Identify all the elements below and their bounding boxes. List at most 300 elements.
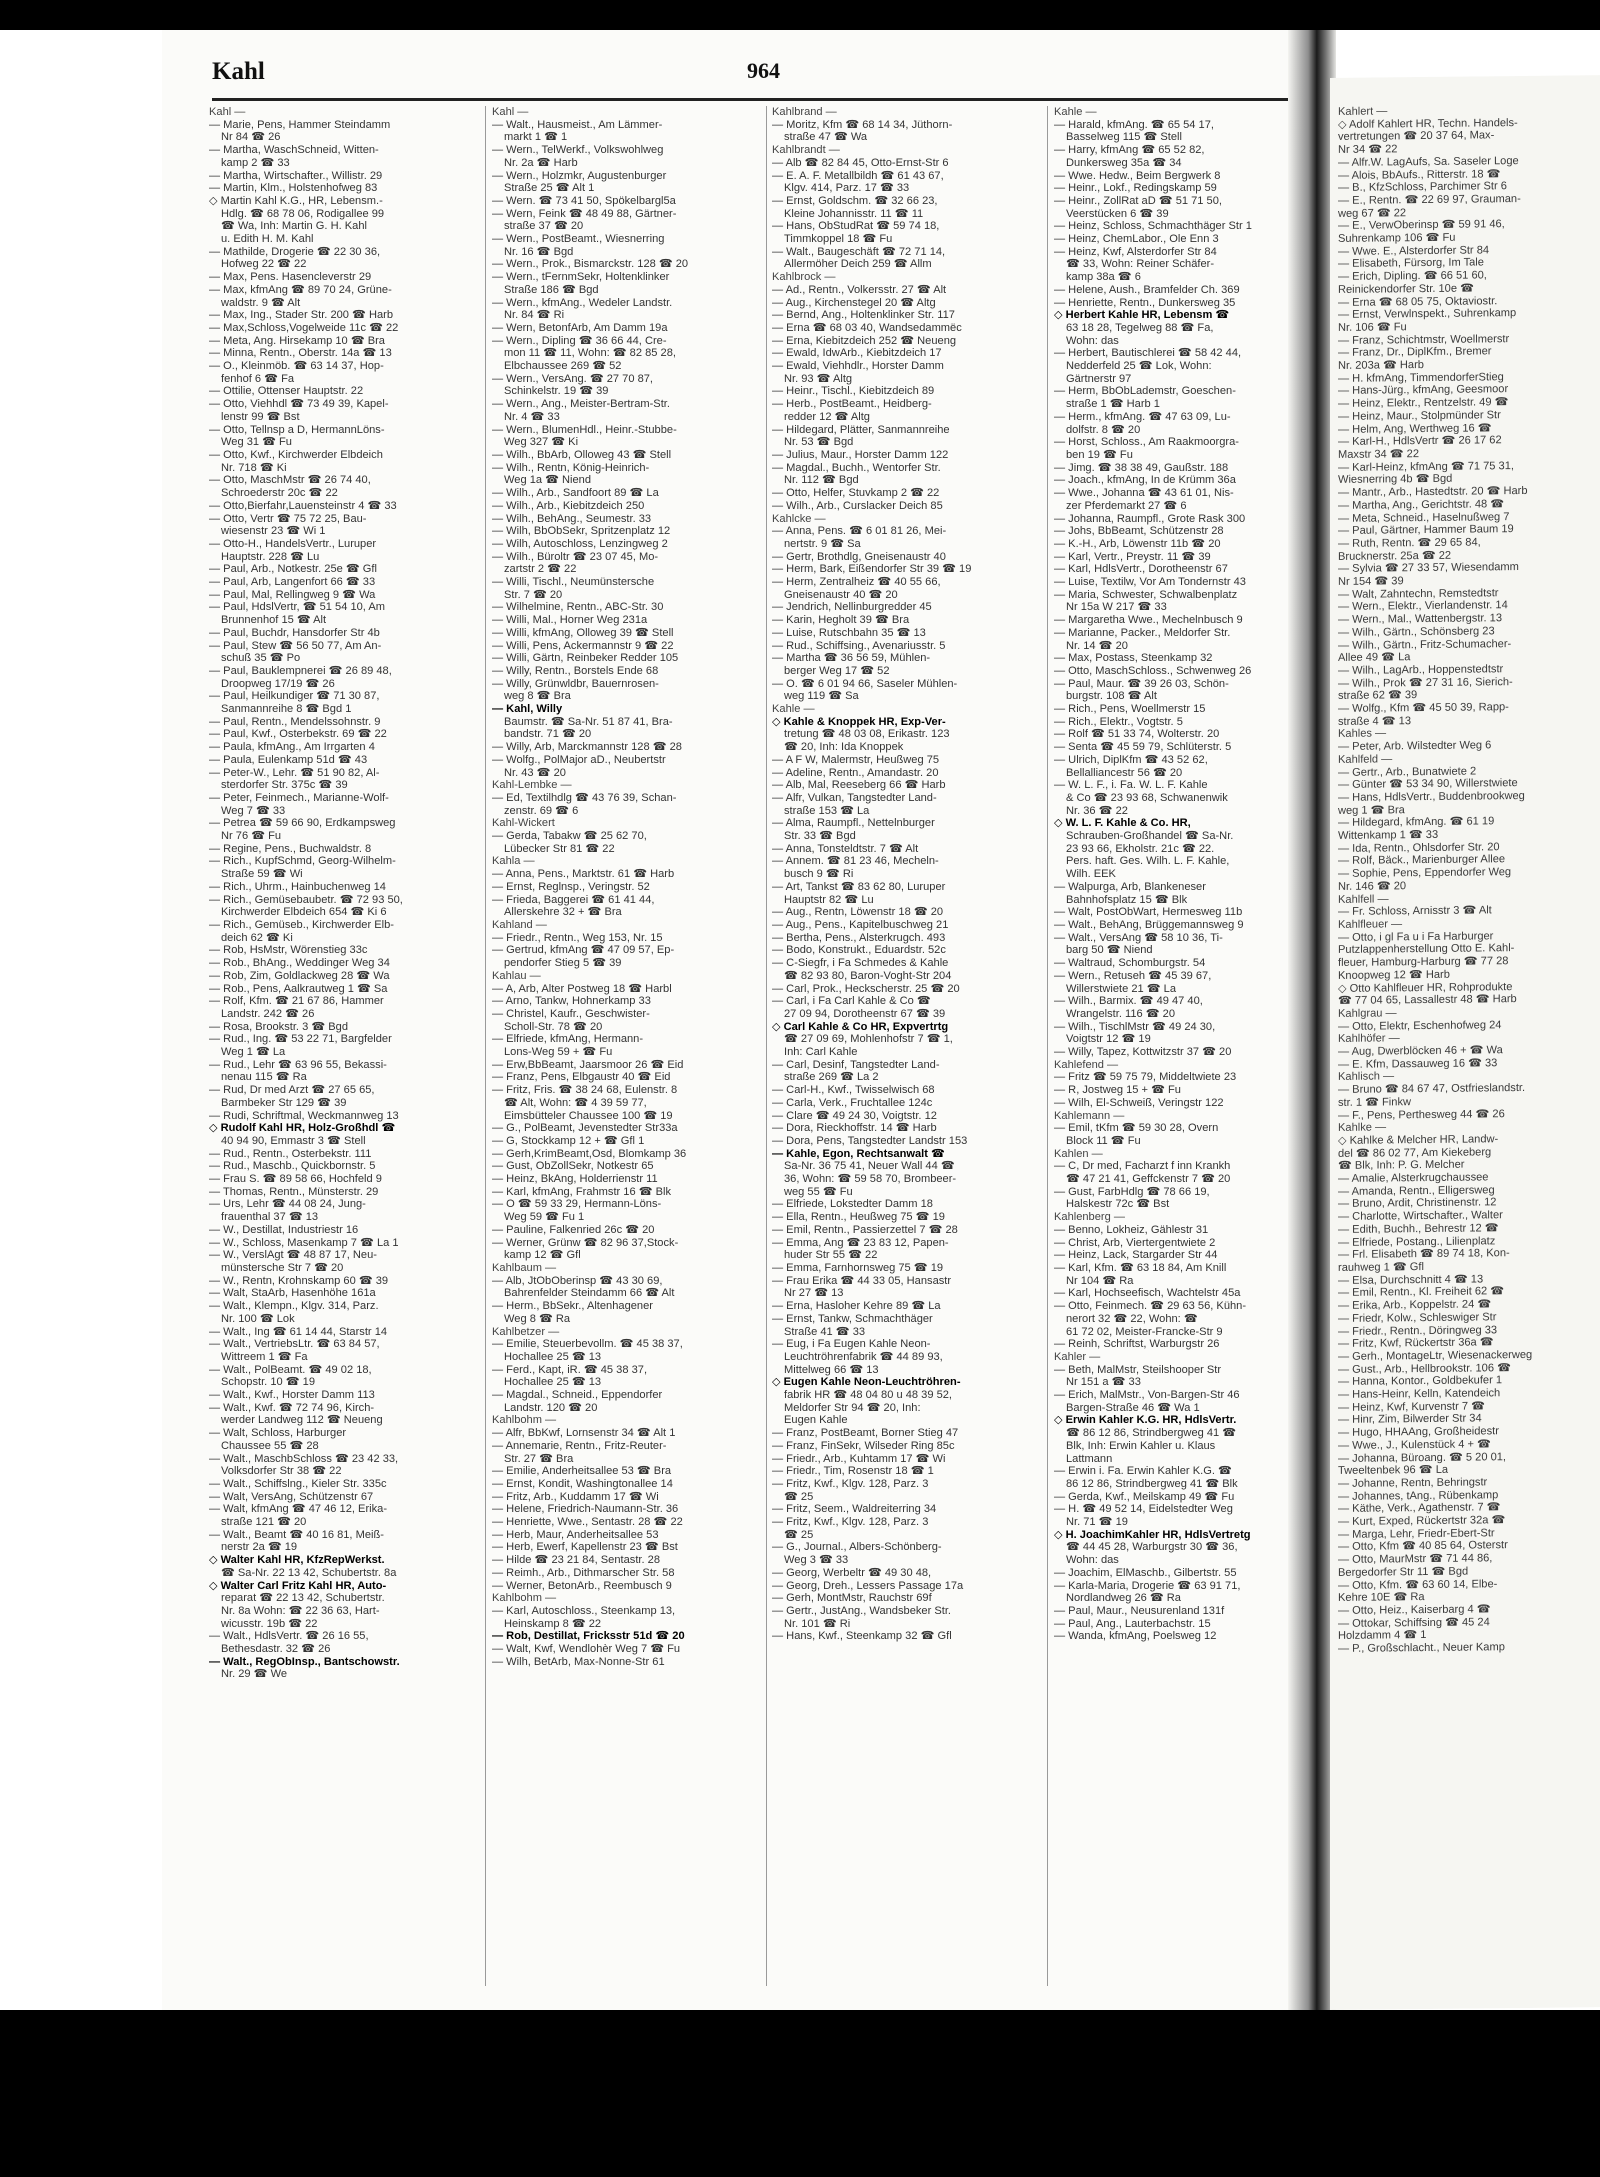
listing-entry: — Meta, Ang. Hirsekamp 10 ☎ Bra (209, 334, 385, 347)
listing-entry: Wittreem 1 ☎ Fa (221, 1350, 308, 1363)
surname-heading: Kahlau — (492, 969, 541, 982)
surname-heading: Kahlenberg — (1054, 1211, 1125, 1224)
listing-entry: — Herbert, Bautischlerei ☎ 58 42 44, (1054, 347, 1242, 360)
listing-entry: Willerstwiete 21 ☎ La (1066, 982, 1177, 995)
listing-entry: Reinickendorfer Str. 10e ☎ (1338, 282, 1474, 296)
listing-entry: — Ottokar, Schiffsing ☎ 45 24 (1338, 1615, 1490, 1630)
listing-entry: ◇ H. JoachimKahler HR, HdlsVertretg (1054, 1528, 1251, 1541)
listing-entry: straße 121 ☎ 20 (221, 1516, 307, 1529)
listing-entry: weg 55 ☎ Fu (784, 1185, 853, 1198)
listing-entry: — Aug., Pens., Kapitelbuschweg 21 (772, 919, 949, 931)
listing-entry: schuß 35 ☎ Po (221, 652, 301, 665)
listing-entry: — Heinr., Lokf., Redingskamp 59 (1054, 182, 1217, 195)
listing-entry: ☎ 20, Inh: Ida Knoppek (784, 741, 904, 754)
listing-entry: weg 67 ☎ 22 (1338, 206, 1407, 220)
listing-entry: — Alma, Raumpfl., Nettelnburger (772, 817, 935, 830)
listing-entry: — Franz, FinSekr, Wilseder Ring 85c (772, 1439, 955, 1452)
listing-entry: — Fritz, Kwf., Klgv. 128, Parz. 3 (772, 1477, 929, 1490)
listing-entry: — K.-H., Arb, Löwenstr 11b ☎ 20 (1054, 537, 1221, 550)
listing-entry: Schroederstr 20c ☎ 22 (221, 487, 338, 500)
listing-entry: — Max, kfmAng ☎ 89 70 24, Grüne- (209, 283, 392, 296)
listing-entry: — Ernst, Kondit, Washingtonallee 14 (492, 1477, 673, 1490)
listing-entry: Nordlandweg 26 ☎ Ra (1066, 1592, 1181, 1605)
listing-entry: — Paul, Arb., Notkestr. 25e ☎ Gfl (209, 563, 377, 576)
listing-entry: — A F W, Malermstr, Heußweg 75 (772, 753, 940, 766)
listing-entry: — Annem. ☎ 81 23 46, Mecheln- (772, 855, 939, 868)
listing-entry: — Friedr, Kolw., Schleswiger Str (1338, 1311, 1497, 1325)
listing-entry: — G, Stockkamp 12 + ☎ Gfl 1 (492, 1134, 645, 1147)
listing-entry: — Carl, i Fa Carl Kahle & Co ☎ (772, 995, 931, 1008)
listing-entry: ☎ 25 (784, 1528, 814, 1541)
listing-entry: — Wilh., Barmix. ☎ 49 47 40, (1054, 995, 1203, 1008)
listing-entry: — Friedr., Rentn., Weg 153, Nr. 15 (492, 931, 663, 944)
listing-entry: berger Weg 17 ☎ 52 (784, 664, 890, 677)
listing-entry: — Herm., BbSekr., Altenhagener (492, 1300, 653, 1313)
listing-entry: Eugen Kahle (784, 1414, 848, 1427)
listing-entry: — Wern, BetonfArb, Am Damm 19a (492, 321, 668, 334)
surname-heading: Kahlfeld — (1338, 753, 1393, 766)
listing-entry: — Max, Ing., Stader Str. 200 ☎ Harb (209, 309, 393, 322)
listing-entry: ☎ 47 21 41, Geffckenstr 7 ☎ 20 (1066, 1173, 1231, 1186)
listing-entry: Meldorfer Str 94 ☎ 20, Inh: (784, 1401, 921, 1414)
listing-entry: — Karl, kfmAng, Frahmstr 16 ☎ Blk (492, 1185, 672, 1198)
listing-entry: — Hinr, Zim, Bilwerder Str 34 (1338, 1412, 1482, 1427)
listing-entry: — Karl-Heinz, kfmAng ☎ 71 75 31, (1338, 459, 1514, 474)
listing-entry: — Erich, Dipling. ☎ 66 51 60, (1338, 269, 1487, 284)
listing-entry: — Paul, Stew ☎ 56 50 77, Am An- (209, 639, 382, 652)
listing-entry: — Max,Schloss,Vogelweide 11c ☎ 22 (209, 321, 399, 334)
listing-entry: Blk, Inh: Erwin Kahler u. Klaus (1066, 1439, 1216, 1452)
listing-column-4 (1054, 106, 1320, 1986)
listing-entry: — Wilh, BetArb, Max-Nonne-Str 61 (492, 1655, 665, 1668)
listing-entry: — Ulrich, DiplKfm ☎ 43 52 62, (1054, 753, 1208, 766)
listing-entry: — Franz, PostBeamt, Borner Stieg 47 (772, 1427, 959, 1440)
listing-entry: — Jimg. ☎ 38 38 49, Gaußstr. 188 (1054, 461, 1229, 474)
listing-entry: — Wilhelmine, Rentn., ABC-Str. 30 (492, 601, 664, 614)
listing-entry: — Senta ☎ 45 59 79, Schlüterstr. 5 (1054, 741, 1232, 754)
listing-entry: ◇ Adolf Kahlert HR, Techn. Handels- (1338, 116, 1518, 131)
listing-entry: ☎ 77 04 65, Lassallestr 48 ☎ Harb (1338, 993, 1517, 1008)
listing-entry: — Willi, Tischl., Neumünstersche (492, 576, 655, 589)
listing-entry: Sanmannreihe 8 ☎ Bgd 1 (221, 703, 352, 716)
listing-entry: weg 1 ☎ Bra (1338, 803, 1405, 817)
listing-entry: — Otto, i gl Fa u i Fa Harburger (1338, 929, 1494, 944)
listing-entry: — Helm, Ang, Werthweg 16 ☎ (1338, 421, 1492, 436)
listing-entry: — B., KfzSchloss, Parchimer Str 6 (1338, 180, 1507, 195)
listing-entry: — Bruno, Ardit, Christinenstr. 12 (1338, 1196, 1497, 1211)
listing-entry: — Wwe., Johanna ☎ 43 61 01, Nis- (1054, 487, 1234, 500)
listing-entry: — Otto, Helfer, Stuvkamp 2 ☎ 22 (772, 487, 940, 500)
listing-entry: Chaussee 55 ☎ 28 (221, 1439, 319, 1452)
listing-entry: — Paula, Eulenkamp 51d ☎ 43 (209, 753, 368, 766)
listing-entry: — Herb, Maur, Anderheitsallee 53 (492, 1528, 659, 1541)
listing-entry: weg 8 ☎ Bra (504, 690, 571, 703)
listing-entry: — Walt., MaschbSchloss ☎ 23 42 33, (209, 1452, 399, 1465)
surname-heading: Kahlbrock — (772, 271, 836, 284)
listing-entry: — A, Arb, Alter Postweg 18 ☎ Harbl (492, 982, 672, 995)
listing-entry: — Julius, Maur., Horster Damm 122 (772, 448, 949, 461)
listing-entry: — Martha ☎ 36 56 59, Mühlen- (772, 652, 931, 665)
surname-heading: Kahl — (492, 106, 529, 118)
listing-entry: münstersche Str 7 ☎ 20 (221, 1261, 344, 1274)
listing-entry: — Walt., Ing ☎ 61 14 44, Starstr 14 (209, 1325, 388, 1338)
listing-entry: Nr 34 ☎ 22 (1338, 143, 1398, 157)
listing-entry: — Harry, kfmAng ☎ 65 52 82, (1054, 144, 1205, 157)
listing-entry: Straße 186 ☎ Bgd (504, 283, 599, 296)
listing-entry: — Maria, Schwester, Schwalbenplatz (1054, 588, 1238, 601)
listing-entry: — Wern., Holzmkr, Augustenburger (492, 169, 667, 182)
listing-entry: 36, Wohn: ☎ 59 58 70, Brombeer- (784, 1173, 957, 1186)
listing-entry: — Wwe. Hedw., Beim Bergwerk 8 (1054, 169, 1221, 182)
listing-entry: Nr. 2a ☎ Harb (504, 156, 578, 169)
listing-entry: nenau 115 ☎ Ra (221, 1071, 307, 1084)
listing-entry: — Dora, Rieckhoffstr. 14 ☎ Harb (772, 1122, 937, 1135)
listing-entry: — Wilh., Gärtn., Schönsberg 23 (1338, 625, 1495, 639)
listing-entry: mon 11 ☎ 11, Wohn: ☎ 82 85 28, (504, 347, 676, 360)
listing-entry: — R, Jostweg 15 + ☎ Fu (1054, 1084, 1181, 1097)
listing-entry: Weg 7 ☎ 33 (221, 804, 286, 817)
listing-entry: — C, Dr med, Facharzt f inn Krankh (1054, 1160, 1231, 1173)
listing-entry: — O ☎ 59 33 29, Hermann-Löns- (492, 1198, 662, 1211)
listing-entry: — Otto, MaschSchloss., Schwenweg 26 (1054, 664, 1252, 677)
listing-entry: — Karl, Kfm. ☎ 63 18 84, Am Knill (1054, 1261, 1227, 1274)
listing-entry: — W. L. F., i. Fa. W. L. F. Kahle (1054, 779, 1208, 792)
listing-entry: — E., Rentn. ☎ 22 69 97, Grauman- (1338, 192, 1521, 207)
listing-entry: 40 94 90, Emmastr 3 ☎ Stell (221, 1134, 366, 1147)
listing-entry: — Marie, Pens, Hammer Steindamm (209, 118, 391, 131)
surname-heading: Kahles — (1338, 727, 1387, 741)
listing-entry: — Georg, Dreh., Lessers Passage 17a (772, 1579, 964, 1592)
listing-entry: wiesenstr 23 ☎ Wi 1 (221, 525, 326, 538)
listing-entry: — Charlotte, Wirtschafter., Walter (1338, 1209, 1503, 1224)
listing-entry: Droopweg 17/19 ☎ 26 (221, 677, 335, 690)
facing-page (1330, 75, 1600, 2010)
listing-entry: busch 9 ☎ Ri (784, 868, 854, 881)
listing-entry: Baumstr. ☎ Sa-Nr. 51 87 41, Bra- (504, 715, 673, 728)
listing-entry: — Max, Postass, Steenkamp 32 (1054, 652, 1213, 665)
listing-entry: — Otto, MaurMstr ☎ 71 44 86, (1338, 1552, 1493, 1567)
listing-entry: — Marianne, Packer., Meldorfer Str. (1054, 626, 1231, 639)
listing-entry: — Rolf, Bäck., Marienburger Allee (1338, 853, 1506, 868)
listing-entry: Landstr. 120 ☎ 20 (504, 1401, 598, 1414)
listing-entry: — Herm., kfmAng. ☎ 47 63 09, Lu- (1054, 410, 1231, 423)
listing-entry: — Hans, HdlsVertr., Buddenbrookweg (1338, 789, 1525, 804)
listing-entry: Allermöher Deich 259 ☎ Allm (784, 258, 932, 271)
listing-entry: — Wwe. E., Alsterdorfer Str 84 (1338, 244, 1490, 258)
listing-entry: ☎ Sa-Nr. 22 13 42, Schubertstr. 8a (221, 1566, 397, 1579)
listing-entry: — Rich., Gemüseb., Kirchwerder Elb- (209, 919, 394, 931)
listing-entry: Brunnenhof 15 ☎ Alt (221, 614, 327, 627)
listing-entry: ◇ Otto Kahlfleuer HR, Rohprodukte (1338, 980, 1513, 995)
listing-entry: zer Pferdemarkt 27 ☎ 6 (1066, 499, 1187, 512)
listing-entry: — Ferd., Kapt, iR. ☎ 45 38 37, (492, 1363, 648, 1376)
listing-entry: — Walt., Kwf., Horster Damm 113 (209, 1389, 375, 1402)
listing-entry: — Herb., PostBeamt., Heidberg- (772, 398, 932, 411)
listing-entry: — Werner, BetonArb., Reembusch 9 (492, 1579, 672, 1592)
page-header (212, 58, 1312, 98)
listing-entry: — Willy, Rentn., Borstels Ende 68 (492, 664, 659, 677)
surname-heading: Kahl-Wickert (492, 817, 555, 830)
listing-entry: — Rob., Pens, Aalkrautweg 1 ☎ Sa (209, 982, 388, 995)
listing-entry: zartstr 2 ☎ 22 (504, 563, 577, 576)
listing-entry: Nr. 71 ☎ 19 (1066, 1516, 1128, 1529)
listing-entry: Wohn: das (1066, 334, 1119, 347)
listing-entry: — Herm, Bark, Eißendorfer Str 39 ☎ 19 (772, 563, 972, 576)
listing-entry: straße 1 ☎ Harb 1 (1066, 398, 1160, 411)
surname-heading: Kahlisch — (1338, 1070, 1395, 1084)
listing-entry: — Walpurga, Arb, Blankeneser (1054, 880, 1206, 893)
listing-entry: Nr. 112 ☎ Bgd (784, 474, 859, 487)
listing-entry: — Walt., Baugeschäft ☎ 72 71 14, (772, 245, 946, 258)
listing-entry: — Karl-H., HdlsVertr ☎ 26 17 62 (1338, 434, 1502, 449)
listing-entry: fleuer, Hamburg-Harburg ☎ 77 28 (1338, 955, 1509, 970)
listing-entry: Nr 84 ☎ 26 (221, 131, 281, 144)
listing-entry: ◇ Carl Kahle & Co HR, Expvertrtg (772, 1020, 949, 1033)
listing-entry: Nr 154 ☎ 39 (1338, 575, 1404, 588)
surname-heading: Kahlbaum — (492, 1261, 557, 1274)
listing-entry: Nr. 8a Wohn: ☎ 22 36 63, Hart- (221, 1604, 380, 1617)
listing-entry: Hochallee 25 ☎ 13 (504, 1376, 602, 1389)
listing-entry: Nr. 43 ☎ 20 (504, 766, 566, 779)
listing-entry: — Fritz, Arb., Kuddamm 17 ☎ Wi (492, 1490, 659, 1503)
listing-entry: — Heinz, Lack, Stargarder Str 44 (1054, 1249, 1218, 1262)
listing-entry: — Emil, Rentn., Passierzettel 7 ☎ 28 (772, 1223, 958, 1236)
listing-entry: — Johanne, Rentn, Behringstr (1338, 1476, 1488, 1490)
listing-entry: Bergedorfer Str 11 ☎ Bgd (1338, 1565, 1469, 1579)
listing-entry: — Frl. Elisabeth ☎ 89 74 18, Kon- (1338, 1247, 1510, 1262)
listing-entry: Wittenkamp 1 ☎ 33 (1338, 828, 1439, 842)
listing-entry: Lattmann (1066, 1452, 1113, 1465)
listing-entry: zenstr. 69 ☎ 6 (504, 804, 579, 817)
listing-entry: Nr 151 a ☎ 33 (1066, 1376, 1141, 1389)
listing-entry: — Benno, Lokheiz, Gählestr 31 (1054, 1223, 1209, 1236)
listing-entry: Block 11 ☎ Fu (1066, 1134, 1141, 1147)
listing-entry: — Harald, kfmAng. ☎ 65 54 17, (1054, 118, 1214, 131)
listing-entry: Bellalliancestr 56 ☎ 20 (1066, 766, 1183, 779)
listing-entry: — Arno, Tankw, Hohnerkamp 33 (492, 995, 651, 1008)
listing-entry: ben 19 ☎ Fu (1066, 448, 1133, 461)
listing-entry: — Emma, Ang ☎ 23 83 12, Papen- (772, 1236, 949, 1249)
listing-entry: — Franz, Pens, Elbgaustr 40 ☎ Eid (492, 1071, 671, 1084)
listing-entry: str. 1 ☎ Finkw (1338, 1095, 1411, 1109)
listing-entry: u. Edith H. M. Kahl (221, 233, 314, 246)
listing-entry: ◇ Rudolf Kahl HR, Holz-Großhdl ☎ (209, 1122, 396, 1135)
listing-entry: — Elfriede, Postang., Lilienplatz (1338, 1234, 1496, 1249)
listing-entry: — Ernst, Verwlnspekt., Suhrenkamp (1338, 307, 1517, 322)
listing-entry: — Rosa, Brookstr. 3 ☎ Bgd (209, 1020, 348, 1033)
listing-entry: — Wern., Retuseh ☎ 45 39 67, (1054, 969, 1212, 982)
listing-entry: — O., Kleinmöb. ☎ 63 14 37, Hop- (209, 360, 384, 373)
listing-entry: — Adeline, Rentn., Amandastr. 20 (772, 766, 939, 779)
listing-entry: — Paul, Heilkundiger ☎ 71 30 87, (209, 690, 380, 703)
listing-entry: kamp 12 ☎ Gfl (504, 1249, 581, 1262)
listing-entry: — Rolf ☎ 51 33 74, Wolterstr. 20 (1054, 728, 1220, 741)
listing-entry: — W., Rentn, Krohnskamp 60 ☎ 39 (209, 1274, 389, 1287)
listing-entry: Nr. 203a ☎ Harb (1338, 359, 1424, 372)
listing-entry: — Hildegard, kfmAng. ☎ 61 19 (1338, 815, 1495, 830)
listing-entry: — Walt, VersAng, Schützenstr 67 (209, 1490, 374, 1503)
listing-entry: — Wilh, Autoschloss, Lenzingweg 2 (492, 537, 668, 550)
listing-entry: — Wern., tFernmSekr, Holtenklinker (492, 271, 670, 284)
listing-entry: — Fritz, Seem., Waldreiterring 34 (772, 1503, 937, 1516)
listing-entry: — Wolfg., PolMajor aD., Neubertstr (492, 753, 666, 766)
listing-entry: — Martin, Klm., Holstenhofweg 83 (209, 182, 378, 195)
surname-heading: Kahlcke — (772, 512, 826, 525)
surname-heading: Kahlhöfer — (1338, 1032, 1400, 1046)
listing-entry: Nr. 718 ☎ Ki (221, 461, 287, 474)
listing-entry: — Johanna, Raumpfl., Grote Rask 300 (1054, 512, 1246, 525)
listing-entry: — Pauline, Falkenried 26c ☎ 20 (492, 1223, 655, 1236)
listing-entry: Scholl-Str. 78 ☎ 20 (504, 1020, 603, 1033)
column-divider (485, 106, 486, 1986)
listing-entry: Heinskamp 8 ☎ 22 (504, 1617, 602, 1630)
listing-entry: — Paul, Maur., Neusurenland 131f (1054, 1604, 1225, 1617)
listing-entry: — Rich., Uhrm., Hainbuchenweg 14 (209, 880, 386, 893)
listing-entry: — Art, Tankst ☎ 83 62 80, Luruper (772, 880, 946, 893)
listing-entry: Wrangelstr. 116 ☎ 20 (1066, 1007, 1175, 1020)
listing-entry: — Beth, MalMstr, Steilshooper Str (1054, 1363, 1222, 1376)
listing-entry: — Rud, Dr med Arzt ☎ 27 65 65, (209, 1084, 375, 1097)
listing-entry: — Hilde ☎ 23 21 84, Sentastr. 28 (492, 1554, 660, 1567)
listing-entry: — Karl, Hochseefisch, Wachtelstr 45a (1054, 1287, 1241, 1300)
listing-entry: Barmbeker Str 129 ☎ 39 (221, 1096, 347, 1109)
listing-entry: — Walt, Zahntechn, Remstedtstr (1338, 586, 1499, 601)
listing-entry: tretung ☎ 48 03 08, Erikastr. 123 (784, 728, 950, 741)
listing-entry: — Alb, Mal, Reeseberg 66 ☎ Harb (772, 779, 946, 792)
listing-entry: — Ottilie, Ottenser Hauptstr. 22 (209, 385, 364, 398)
listing-entry: Lübecker Str 81 ☎ 22 (504, 842, 615, 855)
listing-entry: — Ernst, Goldschm. ☎ 32 66 23, (772, 194, 938, 207)
listing-entry: — Werner, Grünw ☎ 82 96 37,Stock- (492, 1236, 679, 1249)
listing-entry: Bahrenfelder Steindamm 66 ☎ Alt (504, 1287, 675, 1300)
surname-heading: Kahlefend — (1054, 1058, 1119, 1071)
listing-entry: Leuchtröhrenfabrik ☎ 44 89 93, (784, 1350, 943, 1363)
listing-entry: Lons-Weg 59 + ☎ Fu (504, 1046, 613, 1059)
listing-entry: ◇ Martin Kahl K.G., HR, Lebensm.- (209, 194, 383, 207)
listing-entry: — Wilh., Arb., Kiebitzdeich 250 (492, 499, 645, 512)
listing-entry: — Fritz, Kwf., Klgv. 128, Parz. 3 (772, 1516, 929, 1529)
listing-entry: — Paul, Buchdr, Hansdorfer Str 4b (209, 626, 380, 639)
listing-entry: — Max, Pens. Hasencleverstr 29 (209, 271, 372, 284)
listing-entry: — Käthe, Verk., Agathenstr. 7 ☎ (1338, 1501, 1501, 1516)
listing-entry: fenhof 6 ☎ Fa (221, 372, 295, 385)
listing-entry: — Hans, Kwf., Steenkamp 32 ☎ Gfl (772, 1630, 952, 1643)
directory-page (162, 30, 1320, 2010)
listing-entry: — Wilh., BbArb, Olloweg 43 ☎ Stell (492, 448, 672, 461)
listing-entry: — Walt., RegObInsp., Bantschowstr. (209, 1655, 400, 1668)
listing-entry: — Gertr., Arb., Bunatwiete 2 (1338, 765, 1477, 779)
listing-entry: ◇ Walter Carl Fritz Kahl HR, Auto- (209, 1579, 387, 1592)
listing-entry: — Willi, Mal., Horner Weg 231a (492, 614, 648, 627)
listing-entry: Weg 1a ☎ Niend (504, 474, 592, 487)
listing-entry: Str. 27 ☎ Bra (504, 1452, 574, 1465)
listing-entry: — Henriette, Rentn., Dunkersweg 35 (1054, 296, 1236, 309)
listing-entry: — G., PolBeamt, Jevenstedter Str33a (492, 1122, 678, 1135)
listing-entry: — Gerh,KrimBeamt,Osd, Blomkamp 36 (492, 1147, 687, 1160)
listing-entry: — Ewald, IdwArb., Kiebitzdeich 17 (772, 347, 942, 360)
listing-entry: — Ernst, Tankw, Schmachthäger (772, 1312, 933, 1325)
listing-entry: Sa-Nr. 36 75 41, Neuer Wall 44 ☎ (784, 1160, 955, 1173)
listing-entry: — Karla-Maria, Drogerie ☎ 63 91 71, (1054, 1579, 1241, 1592)
listing-entry: — Bertha, Pens., Alsterkrugch. 493 (772, 931, 946, 944)
listing-entry: Allee 49 ☎ La (1338, 651, 1411, 665)
listing-entry: — Erna, Hasloher Kehre 89 ☎ La (772, 1300, 941, 1313)
listing-entry: — Paul, HdslVertr, ☎ 51 54 10, Am (209, 601, 385, 614)
listing-entry: ☎ 82 93 80, Baron-Voght-Str 204 (784, 969, 952, 982)
listing-entry: Klgv. 414, Parz. 17 ☎ 33 (784, 182, 910, 195)
listing-entry: — Johannes, tAng., Rübenkamp (1338, 1488, 1499, 1503)
listing-entry: Voigtstr 12 ☎ 19 (1066, 1033, 1151, 1046)
surname-heading: Kahlen — (1054, 1147, 1103, 1160)
listing-entry: Straße 41 ☎ 33 (784, 1325, 866, 1338)
listing-entry: — Regine, Pens., Buchwaldstr. 8 (209, 842, 372, 855)
listing-entry: — Wilh., Büroltr ☎ 23 07 45, Mo- (492, 550, 659, 563)
listing-entry: — Otto, Kfm ☎ 40 85 64, Osterstr (1338, 1539, 1508, 1554)
listing-entry: — Otto, Elektr, Eschenhofweg 24 (1338, 1018, 1502, 1033)
listing-entry: — E. Kfm, Dassauweg 16 ☎ 33 (1338, 1056, 1498, 1071)
listing-entry: — Ella, Rentn., Heußweg 75 ☎ 19 (772, 1211, 945, 1224)
listing-entry: — Amanda, Rentn., Elligersweg (1338, 1184, 1495, 1198)
listing-entry: Nr. 106 ☎ Fu (1338, 321, 1407, 334)
listing-entry: — Aug., Rentn, Löwenstr 18 ☎ 20 (772, 906, 944, 919)
listing-entry: — Johs, BbBeamt, Schützenstr 28 (1054, 525, 1224, 538)
listing-entry: — Heinr., ZollRat aD ☎ 51 71 50, (1054, 194, 1222, 207)
listing-entry: — Walt., Kwf. ☎ 72 74 96, Kirch- (209, 1401, 375, 1414)
surname-heading: Kahle — (772, 703, 815, 716)
listing-entry: — Sophie, Pens, Eppendorfer Weg (1338, 866, 1512, 881)
listing-entry: — Wern., Dipling ☎ 36 66 44, Cre- (492, 334, 667, 347)
listing-entry: — Fritz, Kwf, Rückertstr 36a ☎ (1338, 1336, 1494, 1351)
listing-entry: — Franz, Schichtmstr, Woellmerstr (1338, 332, 1510, 347)
listing-entry: — Rich., KupfSchmd, Georg-Wilhelm- (209, 855, 396, 868)
listing-entry: — Marga, Lehr, Friedr-Ebert-Str (1338, 1527, 1495, 1541)
listing-entry: — Heinz, Maur., Stolpmünder Str (1338, 409, 1501, 423)
listing-entry: — Karin, Hegholt 39 ☎ Bra (772, 614, 910, 627)
listing-entry: — Wilh., Prok ☎ 27 31 16, Sierich- (1338, 675, 1513, 690)
listing-entry: — Wern, Feink ☎ 48 49 88, Gärtner- (492, 207, 677, 220)
listing-entry: Str. 33 ☎ Bgd (784, 830, 856, 843)
listing-entry: Putzlappenherstellung Otto E. Kahl- (1338, 942, 1515, 957)
listing-entry: Allerskehre 32 + ☎ Bra (504, 906, 622, 919)
listing-entry: deich 62 ☎ Ki (221, 931, 293, 944)
listing-entry: kamp 38a ☎ 6 (1066, 271, 1141, 284)
listing-entry: Schinkelstr. 19 ☎ 39 (504, 385, 609, 398)
listing-entry: pendorfer Stieg 5 ☎ 39 (504, 957, 622, 970)
listing-entry: — Aug, Dwerblöcken 46 + ☎ Wa (1338, 1044, 1503, 1058)
surname-heading: Kahl-Lembke — (492, 779, 572, 792)
listing-entry: — Clare ☎ 49 24 30, Voigtstr. 12 (772, 1109, 937, 1122)
listing-entry: — W., Destillat, Industriestr 16 (209, 1223, 359, 1236)
listing-entry: — Karl, Autoschloss., Steenkamp 13, (492, 1604, 676, 1617)
listing-entry: — Dora, Pens, Tangstedter Landstr 153 (772, 1134, 968, 1147)
listing-entry: — Rich., Elektr., Vogtstr. 5 (1054, 715, 1183, 728)
listing-entry: & Co ☎ 23 93 68, Schwanenwik (1066, 791, 1228, 804)
listing-entry: Inh: Carl Kahle (784, 1046, 858, 1059)
listing-entry: — Herb, Ewerf, Kapellenstr 23 ☎ Bst (492, 1541, 678, 1554)
listing-entry: ☎ Blk, Inh: P. G. Melcher (1338, 1158, 1465, 1173)
listing-entry: — Annemarie, Rentn., Fritz-Reuter- (492, 1439, 667, 1452)
listing-entry: — Heinz, Kwf, Kurvenstr 7 ☎ (1338, 1400, 1485, 1414)
listing-entry: — Hans-Jürg., kfmAng, Geesmoor (1338, 383, 1509, 398)
listing-entry: — Erna, Kiebitzdeich 252 ☎ Neueng (772, 334, 957, 347)
listing-entry: — Wern., TelWerkf., Volkswohlweg (492, 144, 664, 157)
listing-entry: — Rob, DestilIat, Fricksstr 51d ☎ 20 (492, 1630, 685, 1643)
surname-heading: Kahlbrand — (772, 106, 837, 118)
listing-entry: — Wilh., Rentn, König-Heinrich- (492, 461, 650, 474)
listing-entry: — Otto, Tellnsp a D, HermannLöns- (209, 423, 385, 436)
listing-entry: — Alb ☎ 82 84 45, Otto-Ernst-Str 6 (772, 156, 949, 169)
listing-entry: kamp 2 ☎ 33 (221, 156, 290, 169)
